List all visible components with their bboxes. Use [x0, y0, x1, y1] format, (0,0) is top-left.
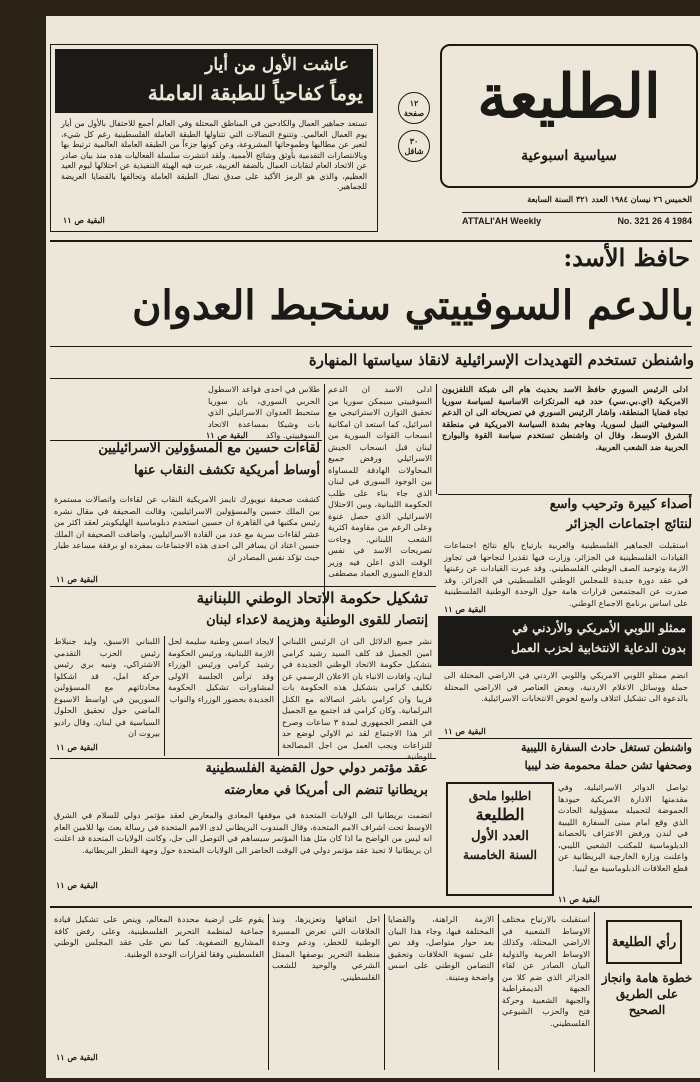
main-col-3: طلاس في احدى قواعد الاسطول الحربي السوري، بان سوريا ستحبط العدوان الاسرائيلي الذي بات وشيكا بمساعدة الاتحاد السوفييتي. واكد [208, 384, 320, 440]
lebanon-subhead: إنتصار للقوى الوطنية وهزيمة لاعداء لبنان [206, 613, 428, 628]
conference-headline-2: بريطانيا تنضم الى أمريكا في معارضته [223, 783, 428, 798]
main-more: البقية ص ١١ [206, 430, 248, 440]
libya-headline-1: واشنطن تستغل حادث السفارة الليبية [521, 741, 692, 754]
mayday-kicker: عاشت الأول من أيار [205, 55, 349, 75]
masthead-date: الخميس ٢٦ نيسان ١٩٨٤ العدد ٣٢١ السنة السابعة [527, 194, 692, 204]
opinion-col-3: احل اتفاقها وتعزيزها، ونبذ الخلافات التي تعرض المسيرة الوطنية للخطر، ودعم وحدة منظمة التحرير بوصفها الممثل الشرعي والوحيد للشعب الفلسطيني. [272, 914, 380, 982]
algiers-headline-2: لنتائج اجتماعات الجزائر [566, 517, 692, 532]
opinion-col-2: الازمة الراهنة، والقضايا المختلفة فيها، وجاء هذا البيان بعد حوار متواصل، وقد نص على تسوية الخلافات وتحقيق التضامن الوطني على اسس واضحة ومتينة. [388, 914, 494, 982]
masthead-latin-name: ATTALI'AH Weekly [462, 216, 542, 226]
main-col-1: ادلى الرئيس السوري حافظ الاسد بحديث هام الى شبكة التلفزيون الامريكية (اي.بي.سي) حدد فيه المرتكزات الاساسية لسياسة سوريا تجاه قضايا المنطقة، واشار الرئيس السوري في تصريحاته الى ان الدعم السوفييتي النبيل لسوريا، وهاجم بشدة السياسة الامريكية في منطقة الشرق الاوسط، وقال ان واشنطن تستخدم سياسة القوة والبوارج الحربية ضد الشعب العربية. [442, 384, 688, 452]
lobby-headline-1: ممثلو اللوبي الأمريكي والأردني في [512, 621, 686, 635]
mayday-body: تستعد جماهير العمال والكادحين في المناطق المحتلة وفي العالم أجمع للاحتفال بالأول من أيار يوم العمال العالمي. وتتنوع النضالات التي تتناولها الطبقة العاملة الفلسطينية رغم كل شيء، لتعبر عن مطالبها وطموحاتها المشروعة، وعن كونها جزءاً من الطبقة العاملة العالمية ترتبط بها وبالانتصارات التقدمية بأوثق وشائج الأممية. ولقد انتشرت سلسلة الفعاليات هذه منذ بيان صادر عن الاتحاد العام لنقابات العمال بالضفة الغربية، عبرت فيه الهيئة التنفيذية عن احتلالها ليوم العيد العظيم، والذي هو الرمز الأكيد على صدق نضال الطبقة العاملة وتحالفها بالقضايا العريضة للجماهير. [61, 119, 367, 191]
lobby-body: انضم ممثلو اللوبي الامريكي واللوبي الاردني في الاراضي المحتلة الى حملة ووسائل الاعلام الاردنية، وبعض العناصر في الاراضي المحتلة بالدعوة الى تشكيل ائتلاف واسع لخوض الانتخابات الاسرائيلية. [444, 670, 688, 703]
masthead-logo: الطليعة [477, 62, 661, 132]
lobby-more: البقية ص ١١ [444, 726, 486, 736]
main-subhead: واشنطن تستخدم التهديدات الإسرائيلية لانقاذ سياستها المنهارة [308, 351, 694, 369]
lebanon-col-2: لايجاد اسس وطنية سليمة لحل الازمة اللبنانية، ورئيس الحكومة رشيد كرامي ورئيس الوزراء وقد ترأس الجلسة الاولى لمشاورات تشكيل الحكومة الجديدة بحضور الوزراء والنواب [168, 636, 274, 704]
talks-more: البقية ص ١١ [56, 574, 98, 584]
lebanon-headline: تشكيل حكومة الاتحاد الوطني اللبنانية [196, 589, 428, 607]
algiers-body: استقبلت الجماهير الفلسطينية والعربية بارتياح بالغ نتائج اجتماعات القيادات الفلسطينية في الجزائر، وزارت فيها تقديرا لنجاحها في تجاوز الازمة وتوحيد الصف الوطني الفلسطيني. وقد عبرت القيادات عن رغبتها في عقد دورة جديدة للمجلس الوطني الفلسطيني في الجزائر. وقد صدرت عن المجتمعين قرارات هامة حول الوحدة الوطنية الفلسطينية على اساس برنامج الاجماع الوطني. [444, 540, 688, 608]
mayday-more: البقية ص ١١ [63, 215, 105, 225]
libya-headline-2: وصحفها تشن حملة محمومة ضد ليبيا [524, 759, 692, 772]
supplement-line-4: السنة الخامسة [463, 848, 537, 863]
lobby-banner [438, 616, 692, 666]
mayday-headline: يوماً كفاحياً للطبقة العاملة [147, 81, 363, 105]
newspaper-page [46, 16, 700, 1078]
masthead-subtitle: سياسية اسبوعية [521, 148, 617, 164]
libya-more: البقية ص ١١ [558, 894, 600, 904]
supplement-line-2: الطليعة [475, 804, 525, 824]
main-col-2: ادلى الاسد ان الدعم السوفييتي سيمكن سوريا من تحقيق التوازن الاستراتيجي مع اسرائيل، كما استعد ان امكانية انسحاب القوات السورية من لبنان قبل انسحاب الجيش الاسرائيلي ورفض جميع المحاولات الهادفة للمساواة بين الوجود السوري في لبنان الذي جاء بناء على طلب الحكومة اللبنانية، وبين الاحتلال الاسرائيلي الذي حصل عنوة وعلى الرغم من مقاومة اكثرية الشعب اللبناني. وجاءت تصريحات الاسد في نفس الوقت الذي اعلن فيه وزير الدفاع السوري العماد مصطفى [328, 384, 432, 578]
opinion-col-1: استقبلت بالارتياح مختلف الاوساط الشعبية في الاراضي المحتلة، وكذلك الاوساط العربية والدولية البيان الصادر عن لقاء الجزائر الذي ضم كلا من الجبهة الديمقراطية والجبهة الشعبية وحركة فتح والحزب الشيوعي الفلسطيني. [502, 914, 590, 1028]
conference-more: البقية ص ١١ [56, 880, 98, 890]
opinion-headline: خطوة هامة وانجاز على الطريق الصحيح [601, 971, 693, 1017]
conference-headline-1: عقد مؤتمر دولي حول القضية الفلسطينية [205, 761, 428, 776]
mayday-banner [55, 49, 373, 113]
supplement-box [446, 782, 554, 896]
algiers-headline-1: أصداء كبيرة وترحيب واسع [549, 497, 692, 512]
supplement-line-1: اطلبوا ملحق [468, 789, 532, 803]
talks-headline-1: لقاءات حسين مع المسؤولين الاسرائيليين [98, 441, 320, 456]
masthead-latin-issue: No. 321 26 4 1984 [617, 216, 692, 226]
lebanon-more: البقية ص ١١ [56, 742, 98, 752]
main-kicker: حافظ الأسد: [563, 243, 690, 272]
supplement-line-3: العدد الأول [471, 829, 529, 845]
opinion-label: رأي الطليعة [606, 920, 682, 964]
masthead-latin [462, 212, 692, 229]
main-headline: بالدعم السوفييتي سنحبط العدوان [132, 282, 694, 329]
mayday-box [50, 44, 378, 232]
masthead-box [440, 44, 698, 188]
lebanon-col-3: اللبناني الاسبق، وليد جنبلاط رئيس الحزب التقدمي الاشتراكي، ونبيه بري رئيس حركة امل، قد اشكلوا محادثاتهم مع المسؤولين السوريين في اواسط الاسبوع الماضي حول تحقيق الحلول السياسية في لبنان. وقال راديو بيروت ان [54, 636, 160, 738]
talks-headline-2: أوساط أمريكية تكشف النقاب عنها [133, 463, 320, 478]
price-badge: ٣٠ شاقل [398, 130, 430, 162]
pages-badge: ١٢ صفحة [398, 92, 430, 124]
opinion-more: البقية ص ١١ [56, 1052, 98, 1062]
talks-body: كشفت صحيفة نيويورك تايمز الامريكية النقاب عن لقاءات واتصالات مستمرة بين الملك حسين والمسؤولين الاسرائيليين، وقالت الصحيفة في مقال نشره رئيس مكتبها في القاهرة ان حسين استخدم دبلوماسية الهليكوبتر لعقد اكثر من عشر لقاءات سرية مع عدد من القادة الاسرائيليين، واضافت الصحيفة ان الملك حسين اعتاد ان يسافر الى احدى هذه الاجتماعات بمفرده او برفقة مساعد طيار حيث تؤكد نفس المصادر ان [54, 494, 320, 562]
libya-body: تواصل الدوائر الاسرائيلية، وفي مقدمتها الادارة الامريكية حيودها الحموضة لتحميله مسؤولية الحادث الذي وقع امام مبنى السفارة الليبية في لندن ورفض الاعتراف بالحصانة الدبلوماسية للمكتب الشعبي الليبي، واعلنت وزارة الخارجية البريطانية عن قطع العلاقات الدبلوماسية مع ليبيا. [558, 782, 688, 873]
algiers-more: البقية ص ١١ [444, 604, 486, 614]
opinion-col-4: يقوم على ارضية محددة المعالم، وينص على تشكيل قيادة جماعية لمنظمة التحرير الفلسطينية، وعلى رفض كافة المشاريع التصفوية. كما نص على عقد المجلس الوطني الفلسطيني وفقا لقرارات الوحدة الوطنية. [54, 914, 264, 959]
main-col-3b [54, 384, 204, 442]
lobby-headline-2: بدون الدعاية الانتخابية لحزب العمل [511, 641, 686, 655]
conference-body: انضمت بريطانيا الى الولايات المتحدة في موقفها المعادي والمعارض لعقد مؤتمر دولي للسلام في الشرق الاوسط تحت اشراف الامم المتحدة، وقال المندوب البريطاني لدى الامم المتحدة في رسالة بعث بها للامين العام انه ليس من الواضح ما اذا كان مثل هذا المؤتمر سيساهم في التوصل الى حل، وكانت الولايات المتحدة قد اعلنت ان بريطانيا لا تحبذ عقد مؤتمر دولي في الوقت الحاضر الى الولايات المتحدة حول وجهة النظر البريطانية. [54, 810, 432, 855]
lebanon-col-1: نشر جميع الدلائل الى ان الرئيس اللبناني امين الجميل قد كلف السيد رشيد كرامي بتشكيل حكومة الاتحاد الوطني الجديدة في لبنان، وافادت الانباء بان الاعلان الرسمي عن تكليف كرامي بتشكيل هذه الحكومة بات قريبا وان كرامي باشر اتصالاته مع الكتل البرلمانية. وكان كرامي قد اجتمع مع الجميل في القصر الجمهوري لمدة ٣ ساعات وصرح اثر هذا الاجتماع لقد تم الاولي لوضع حد للنزاعات ويجب العمل من اجل المصالحة الوطنية. [282, 636, 432, 761]
